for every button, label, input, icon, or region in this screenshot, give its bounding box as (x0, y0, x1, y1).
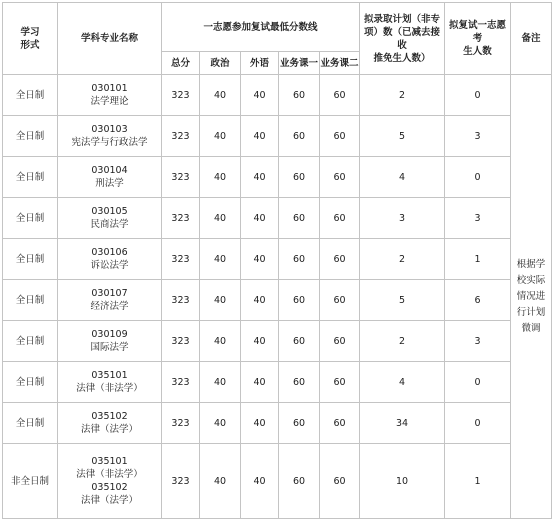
admission-plan-cell: 4 (360, 362, 445, 403)
major-cell: 035102 法律（法学） (58, 403, 162, 444)
header-foreign-language: 外语 (241, 52, 279, 75)
course-two-score-cell: 60 (320, 75, 360, 116)
politics-score-cell: 40 (200, 321, 241, 362)
remark-cell: 根据学 校实际 情况进 行计划 微调 (511, 75, 552, 519)
header-min-score-group: 一志愿参加复试最低分数线 (162, 3, 360, 52)
retest-count-cell: 3 (445, 198, 511, 239)
header-major: 学科专业名称 (58, 3, 162, 75)
major-cell: 030101 法学理论 (58, 75, 162, 116)
course-one-score-cell: 60 (279, 239, 320, 280)
study-form-cell: 全日制 (3, 239, 58, 280)
admission-plan-cell: 5 (360, 280, 445, 321)
course-two-score-cell: 60 (320, 239, 360, 280)
major-cell: 030104 刑法学 (58, 157, 162, 198)
header-remark: 备注 (511, 3, 552, 75)
course-one-score-cell: 60 (279, 198, 320, 239)
study-form-cell: 全日制 (3, 403, 58, 444)
table-row (3, 157, 552, 198)
course-one-score-cell: 60 (279, 403, 320, 444)
admission-plan-cell: 3 (360, 198, 445, 239)
study-form-cell: 全日制 (3, 157, 58, 198)
politics-score-cell: 40 (200, 444, 241, 519)
course-one-score-cell: 60 (279, 116, 320, 157)
admission-score-table (2, 2, 552, 519)
admission-plan-cell: 2 (360, 239, 445, 280)
major-cell: 030103 宪法学与行政法学 (58, 116, 162, 157)
table-row (3, 116, 552, 157)
header-course-one: 业务课一 (279, 52, 320, 75)
header-retest-count: 拟复试一志愿考 生人数 (445, 3, 511, 75)
politics-score-cell: 40 (200, 116, 241, 157)
total-score-cell: 323 (162, 321, 200, 362)
study-form-cell: 全日制 (3, 362, 58, 403)
course-two-score-cell: 60 (320, 280, 360, 321)
course-two-score-cell: 60 (320, 116, 360, 157)
admission-plan-cell: 4 (360, 157, 445, 198)
retest-count-cell: 0 (445, 403, 511, 444)
study-form-cell: 全日制 (3, 198, 58, 239)
course-one-score-cell: 60 (279, 75, 320, 116)
table-row (3, 75, 552, 116)
retest-count-cell: 3 (445, 321, 511, 362)
foreign-language-score-cell: 40 (241, 75, 279, 116)
total-score-cell: 323 (162, 75, 200, 116)
course-two-score-cell: 60 (320, 321, 360, 362)
foreign-language-score-cell: 40 (241, 157, 279, 198)
study-form-cell: 全日制 (3, 280, 58, 321)
admission-plan-cell: 2 (360, 321, 445, 362)
header-admission-plan: 拟录取计划（非专 项）数（已减去接收 推免生人数） (360, 3, 445, 75)
total-score-cell: 323 (162, 239, 200, 280)
retest-count-cell: 0 (445, 75, 511, 116)
course-two-score-cell: 60 (320, 157, 360, 198)
retest-count-cell: 6 (445, 280, 511, 321)
course-one-score-cell: 60 (279, 321, 320, 362)
admission-plan-cell: 10 (360, 444, 445, 519)
total-score-cell: 323 (162, 198, 200, 239)
table-body (3, 75, 552, 519)
politics-score-cell: 40 (200, 157, 241, 198)
major-cell: 030106 诉讼法学 (58, 239, 162, 280)
total-score-cell: 323 (162, 116, 200, 157)
retest-count-cell: 1 (445, 239, 511, 280)
politics-score-cell: 40 (200, 198, 241, 239)
foreign-language-score-cell: 40 (241, 444, 279, 519)
table-row (3, 362, 552, 403)
study-form-cell: 全日制 (3, 321, 58, 362)
table-row (3, 239, 552, 280)
course-one-score-cell: 60 (279, 157, 320, 198)
table-row (3, 198, 552, 239)
major-cell: 030109 国际法学 (58, 321, 162, 362)
study-form-cell: 非全日制 (3, 444, 58, 519)
study-form-cell: 全日制 (3, 75, 58, 116)
retest-count-cell: 0 (445, 157, 511, 198)
politics-score-cell: 40 (200, 75, 241, 116)
table-row (3, 321, 552, 362)
header-politics: 政治 (200, 52, 241, 75)
course-two-score-cell: 60 (320, 362, 360, 403)
major-cell: 035101 法律（非法学） 035102 法律（法学） (58, 444, 162, 519)
politics-score-cell: 40 (200, 362, 241, 403)
table-row (3, 403, 552, 444)
retest-count-cell: 1 (445, 444, 511, 519)
politics-score-cell: 40 (200, 239, 241, 280)
course-two-score-cell: 60 (320, 444, 360, 519)
table-row (3, 444, 552, 519)
admission-plan-cell: 5 (360, 116, 445, 157)
admission-plan-cell: 34 (360, 403, 445, 444)
politics-score-cell: 40 (200, 403, 241, 444)
header-course-two: 业务课二 (320, 52, 360, 75)
course-two-score-cell: 60 (320, 198, 360, 239)
foreign-language-score-cell: 40 (241, 239, 279, 280)
total-score-cell: 323 (162, 362, 200, 403)
total-score-cell: 323 (162, 444, 200, 519)
total-score-cell: 323 (162, 403, 200, 444)
admission-plan-cell: 2 (360, 75, 445, 116)
foreign-language-score-cell: 40 (241, 198, 279, 239)
table-row (3, 280, 552, 321)
foreign-language-score-cell: 40 (241, 362, 279, 403)
foreign-language-score-cell: 40 (241, 116, 279, 157)
header-total: 总分 (162, 52, 200, 75)
major-cell: 035101 法律（非法学） (58, 362, 162, 403)
total-score-cell: 323 (162, 280, 200, 321)
major-cell: 030105 民商法学 (58, 198, 162, 239)
foreign-language-score-cell: 40 (241, 321, 279, 362)
retest-count-cell: 3 (445, 116, 511, 157)
course-one-score-cell: 60 (279, 444, 320, 519)
retest-count-cell: 0 (445, 362, 511, 403)
header-study-form: 学习 形式 (3, 3, 58, 75)
foreign-language-score-cell: 40 (241, 280, 279, 321)
major-cell: 030107 经济法学 (58, 280, 162, 321)
politics-score-cell: 40 (200, 280, 241, 321)
total-score-cell: 323 (162, 157, 200, 198)
course-two-score-cell: 60 (320, 403, 360, 444)
course-one-score-cell: 60 (279, 362, 320, 403)
course-one-score-cell: 60 (279, 280, 320, 321)
foreign-language-score-cell: 40 (241, 403, 279, 444)
study-form-cell: 全日制 (3, 116, 58, 157)
